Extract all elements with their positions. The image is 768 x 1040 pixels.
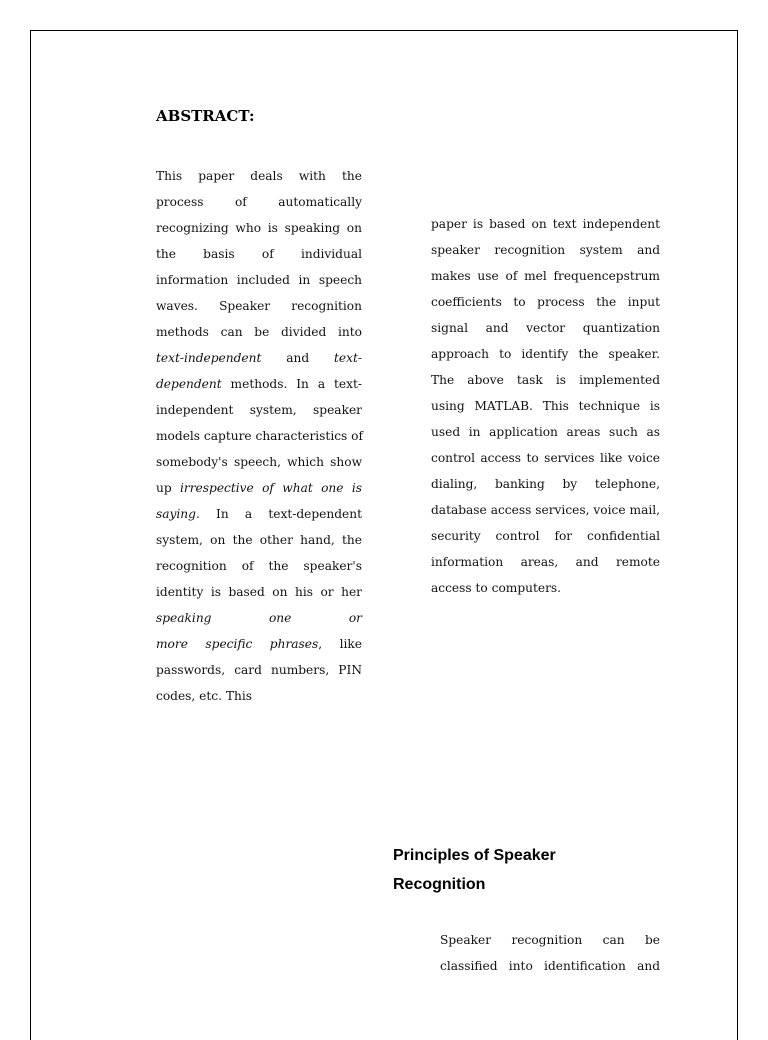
abstract-left-line — [156, 683, 362, 709]
abstract-right-line: control access to services like voice — [431, 451, 660, 465]
text-segment: codes, etc. This — [156, 689, 252, 703]
abstract-right-line: makes use of mel frequencepstrum — [431, 269, 660, 283]
abstract-right-line: security control for confidential — [431, 529, 660, 543]
italic-text: text-independent — [156, 351, 262, 365]
text-segment: information included in speech — [156, 273, 362, 287]
abstract-left-line — [156, 501, 362, 527]
text-segment: waves. Speaker recognition — [156, 299, 362, 313]
italic-text: speaking one or — [156, 611, 362, 625]
text-segment: system, on the other hand, the — [156, 533, 362, 547]
abstract-left-line — [156, 163, 362, 189]
principles-heading-line: Recognition — [393, 876, 486, 893]
text-segment: and — [261, 351, 334, 365]
italic-text: more specific phrases — [156, 637, 319, 651]
principles-heading — [393, 841, 556, 899]
abstract-right-line: paper is based on text independent — [431, 217, 660, 231]
abstract-left-line — [156, 293, 362, 319]
abstract-right-line: approach to identify the speaker. — [431, 347, 660, 361]
abstract-left-line — [156, 241, 362, 267]
abstract-left-line — [156, 657, 362, 683]
abstract-left-line — [156, 267, 362, 293]
italic-text: dependent — [156, 377, 222, 391]
abstract-left-line — [156, 371, 362, 397]
abstract-left-line — [156, 631, 362, 657]
text-segment: somebody's speech, which show — [156, 455, 362, 469]
abstract-heading: ABSTRACT: — [156, 107, 255, 125]
text-segment: independent system, speaker — [156, 403, 362, 417]
text-segment: process of automatically — [156, 195, 362, 209]
abstract-right-line: speaker recognition system and — [431, 243, 660, 257]
principles-body — [440, 927, 660, 979]
abstract-left-line — [156, 475, 362, 501]
document-page — [30, 30, 738, 1040]
principles-body-line: classified into identification and — [440, 959, 660, 973]
abstract-left-line — [156, 449, 362, 475]
text-segment: methods can be divided into — [156, 325, 362, 339]
abstract-left-line — [156, 423, 362, 449]
abstract-right-line: database access services, voice mail, — [431, 503, 660, 517]
text-segment: identity is based on his or her — [156, 585, 362, 599]
abstract-left-line — [156, 553, 362, 579]
abstract-right-line: used in application areas such as — [431, 425, 660, 439]
principles-heading-line: Principles of Speaker — [393, 847, 556, 864]
abstract-right-line: coefficients to process the input — [431, 295, 660, 309]
abstract-right-line: The above task is implemented — [431, 373, 660, 387]
text-segment: up — [156, 481, 180, 495]
text-segment: recognition of the speaker's — [156, 559, 362, 573]
abstract-left-line — [156, 605, 362, 631]
italic-text: text- — [334, 351, 362, 365]
abstract-left-line — [156, 527, 362, 553]
abstract-right-line: dialing, banking by telephone, — [431, 477, 660, 491]
abstract-left-line — [156, 189, 362, 215]
italic-text: irrespective of what one is — [180, 481, 362, 495]
text-segment: In a text-dependent — [199, 507, 362, 521]
text-segment: the basis of individual — [156, 247, 362, 261]
abstract-left-line — [156, 319, 362, 345]
abstract-right-line: information areas, and remote — [431, 555, 660, 569]
abstract-right-column — [431, 211, 660, 601]
text-segment: recognizing who is speaking on — [156, 221, 362, 235]
italic-text: saying. — [156, 507, 200, 521]
abstract-right-line: access to computers. — [431, 581, 562, 595]
abstract-left-line — [156, 579, 362, 605]
abstract-left-column — [156, 163, 362, 709]
abstract-right-line: signal and vector quantization — [431, 321, 660, 335]
abstract-left-line — [156, 397, 362, 423]
text-segment: This paper deals with the — [156, 169, 362, 183]
abstract-left-line — [156, 215, 362, 241]
principles-body-line: Speaker recognition can be — [440, 933, 660, 947]
text-segment: , like — [318, 637, 362, 651]
text-segment: models capture characteristics of — [156, 429, 364, 443]
text-segment: passwords, card numbers, PIN — [156, 663, 362, 677]
abstract-right-line: using MATLAB. This technique is — [431, 399, 660, 413]
abstract-left-line — [156, 345, 362, 371]
text-segment: methods. In a text- — [221, 377, 362, 391]
